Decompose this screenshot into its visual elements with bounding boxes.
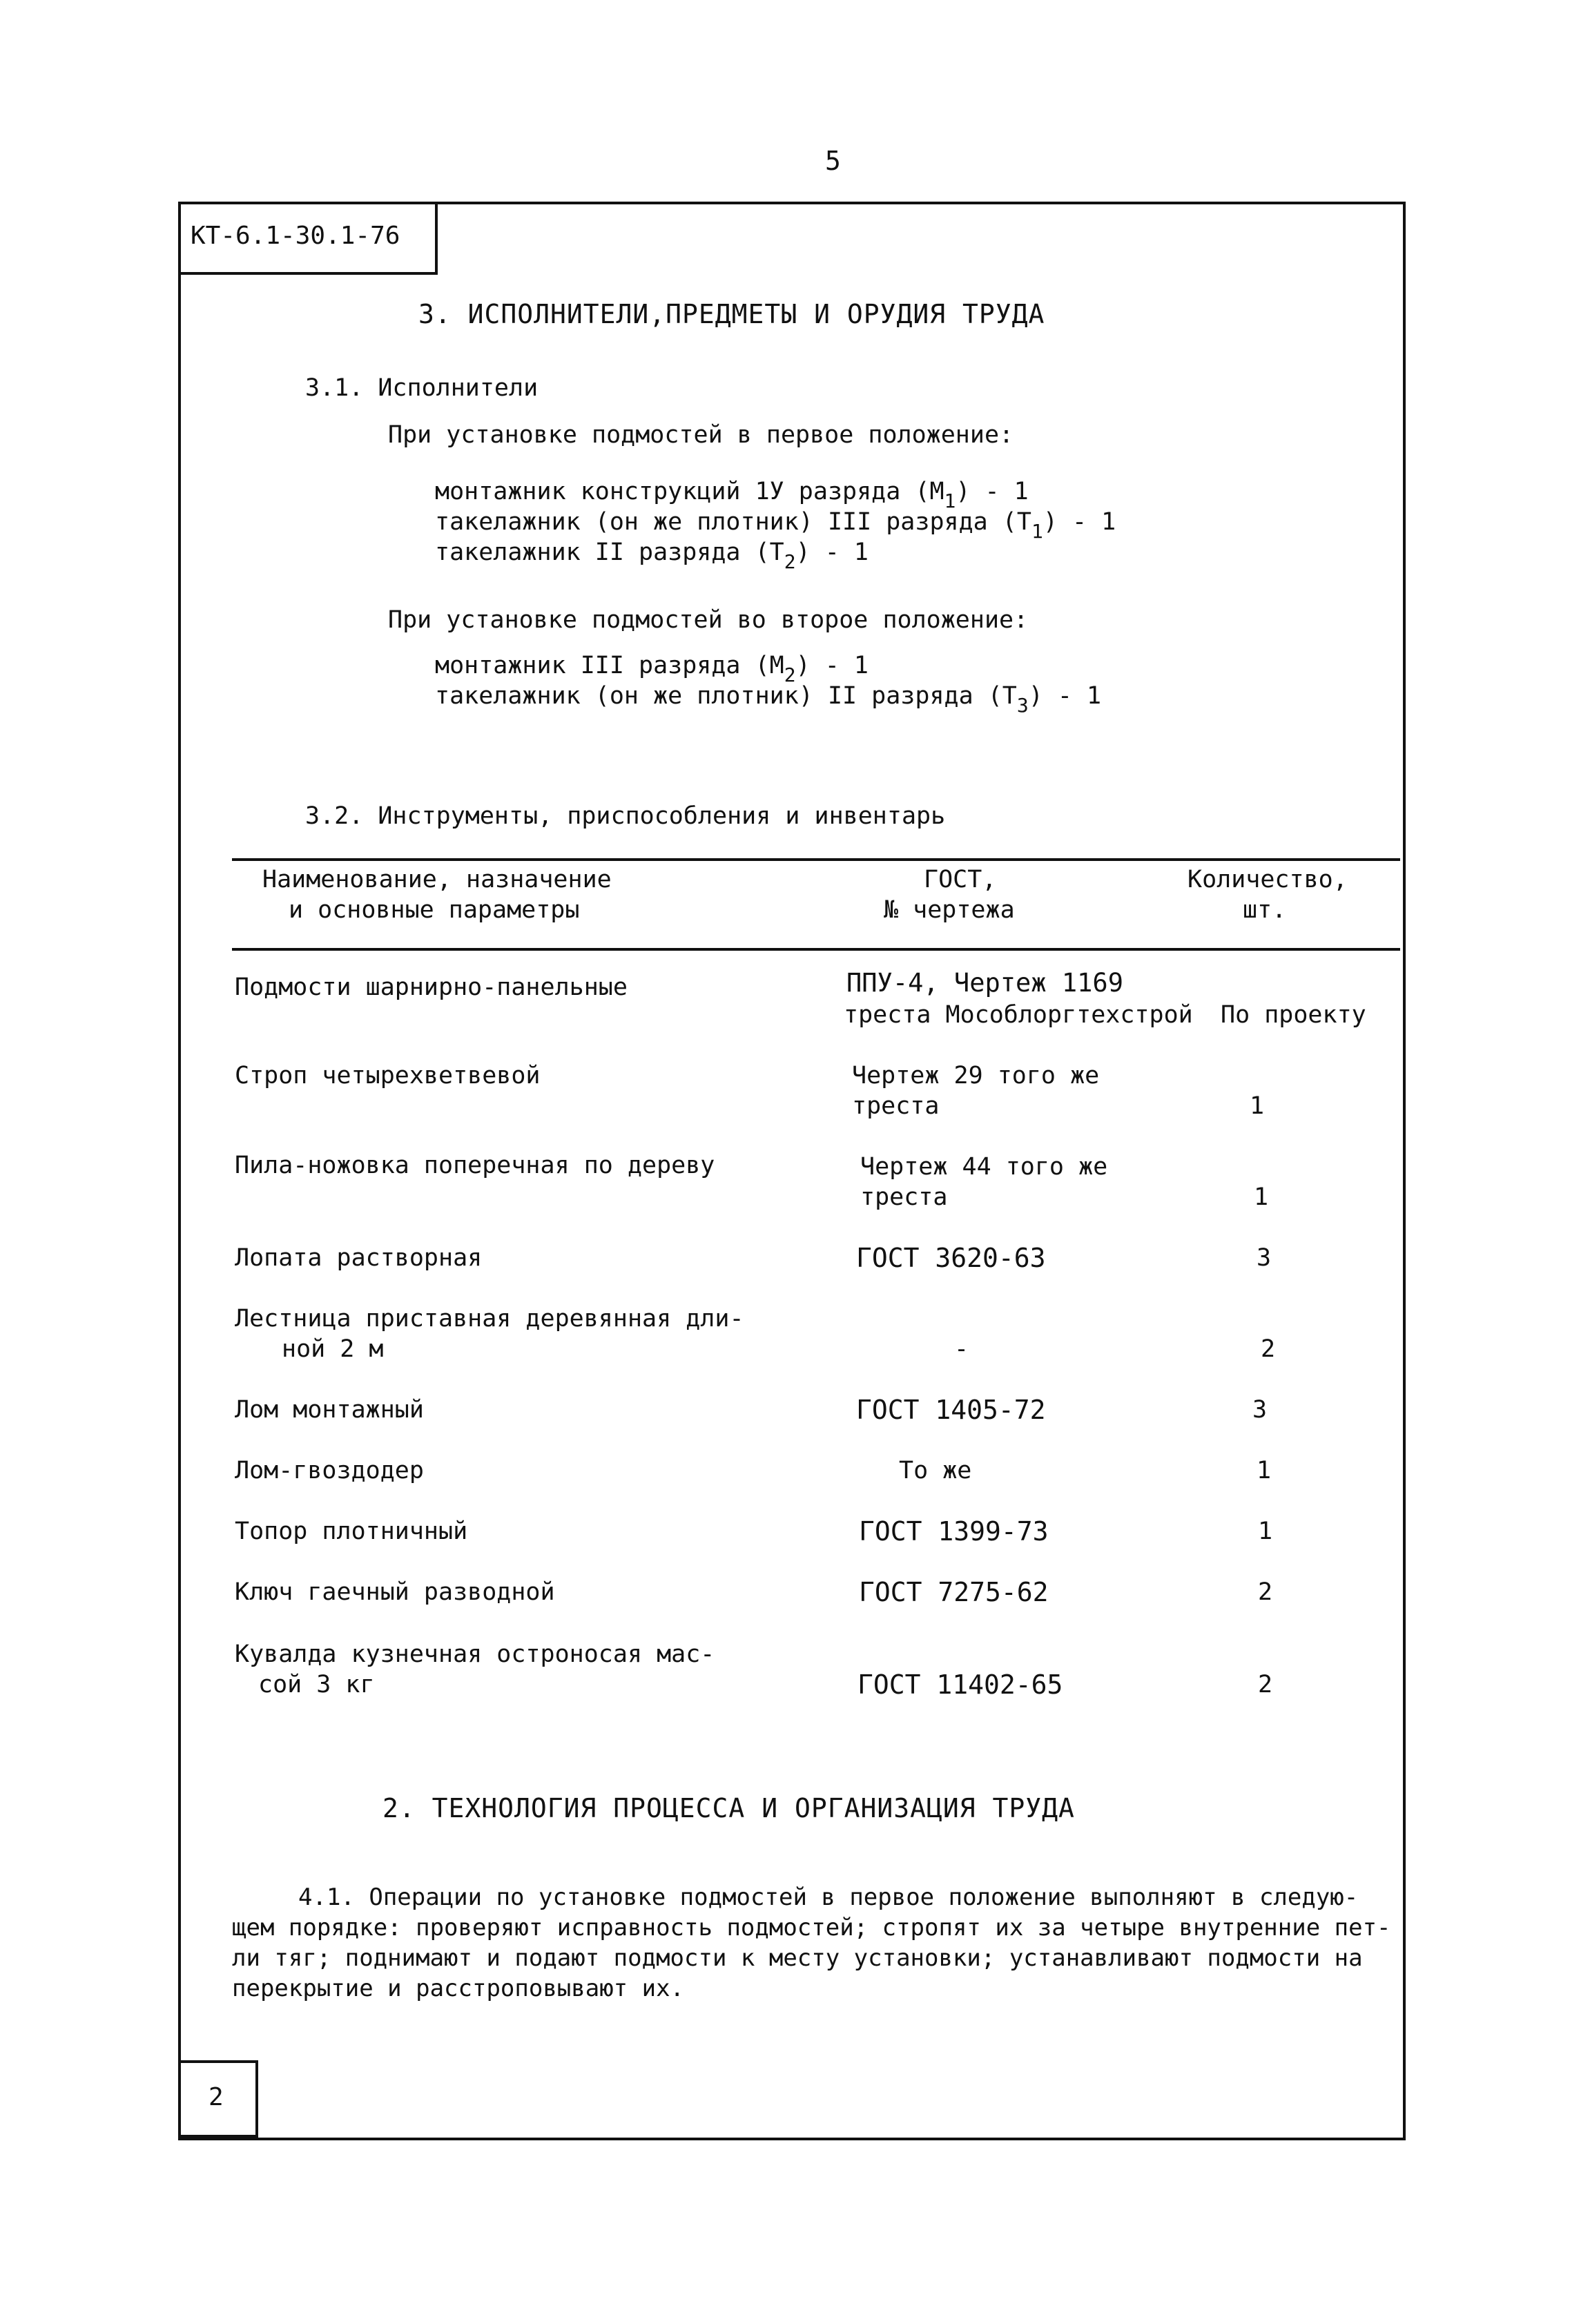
table-cell-name: Кувалда кузнечная остроносая мас- xyxy=(235,1640,715,1668)
table-cell-qty: 1 xyxy=(1254,1183,1269,1211)
header-gost-line: ГОСТ, xyxy=(924,866,997,893)
subsection-3-2-title: 3.2. Инструменты, приспособления и инвентарь xyxy=(305,802,946,830)
table-cell-gost: Чертеж 44 того же xyxy=(860,1153,1108,1181)
header-qty-line: шт. xyxy=(1243,896,1287,924)
header-name-line: и основные параметры xyxy=(289,896,580,924)
table-header-rule xyxy=(232,948,1400,951)
section4-title: 2. ТЕХНОЛОГИЯ ПРОЦЕССА И ОРГАНИЗАЦИЯ ТРУДА xyxy=(382,1793,1075,1823)
table-cell-name: Лом монтажный xyxy=(235,1396,424,1424)
table-cell-qty: 2 xyxy=(1261,1335,1276,1363)
table-cell-name: Ключ гаечный разводной xyxy=(235,1578,555,1606)
table-cell-gost: ГОСТ 7275-62 xyxy=(859,1577,1049,1607)
table-cell-qty: 3 xyxy=(1252,1396,1268,1424)
doc-code: КТ-6.1-30.1-76 xyxy=(191,222,400,250)
table-cell-name: Топор плотничный xyxy=(235,1518,468,1545)
table-cell-gost: ГОСТ 11402-65 xyxy=(857,1669,1063,1700)
table-cell-gost: ППУ-4, Чертеж 1169 xyxy=(846,968,1123,998)
position1-line: такелажник II разряда $(Т_2) - 1$ xyxy=(435,539,869,573)
table-cell-name: ной 2 м xyxy=(282,1335,384,1363)
position1-intro: При установке подмостей в первое положение: xyxy=(388,421,1014,449)
doc-code-box xyxy=(178,202,438,275)
table-cell-qty: 3 xyxy=(1257,1244,1272,1272)
table-cell-gost: - xyxy=(954,1335,969,1363)
position2-line: такелажник (он же плотник) II разряда $(Т_3) - 1$ xyxy=(435,682,1102,717)
header-name-line: Наименование, назначение xyxy=(262,866,612,893)
table-cell-name: Подмости шарнирно-панельные xyxy=(235,974,628,1001)
table-cell-name: Лестница приставная деревянная дли- xyxy=(235,1305,744,1333)
table-cell-gost: треста xyxy=(860,1183,948,1211)
table-cell-qty: 2 xyxy=(1258,1671,1273,1698)
table-cell-qty: 1 xyxy=(1257,1457,1272,1484)
page-number: 5 xyxy=(825,146,842,176)
table-cell-qty: По проекту xyxy=(1221,1001,1366,1029)
table-cell-qty: 1 xyxy=(1250,1092,1265,1120)
table-cell-name: Строп четырехветвевой xyxy=(235,1062,541,1090)
table-top-rule xyxy=(232,858,1400,861)
table-cell-gost: треста xyxy=(852,1092,940,1120)
position1-line: такелажник (он же плотник) III разряда $(Т_1) - 1$ xyxy=(435,508,1116,543)
table-cell-name: Лопата растворная xyxy=(235,1244,483,1272)
section3-title: 3. ИСПОЛНИТЕЛИ,ПРЕДМЕТЫ И ОРУДИЯ ТРУДА xyxy=(418,299,1045,329)
table-cell-name: сой 3 кг xyxy=(258,1671,375,1698)
sheet-number: 2 xyxy=(209,2083,224,2111)
paragraph-line: 4.1. Операции по установке подмостей в первое положение выполняют в следую- xyxy=(298,1884,1359,1911)
table-cell-name: Пила-ножовка поперечная по дереву xyxy=(235,1152,715,1179)
subsection-3-1-title: 3.1. Исполнители xyxy=(305,374,539,402)
table-cell-gost: То же xyxy=(899,1457,972,1484)
table-cell-gost: ГОСТ 3620-63 xyxy=(856,1243,1046,1273)
position2-intro: При установке подмостей во второе положение: xyxy=(388,606,1029,634)
table-cell-gost: Чертеж 29 того же xyxy=(852,1062,1100,1090)
table-cell-gost: ГОСТ 1405-72 xyxy=(856,1395,1046,1425)
header-qty-line: Количество, xyxy=(1187,866,1348,893)
header-gost-line: № чертежа xyxy=(884,896,1015,924)
table-cell-name: Лом-гвоздодер xyxy=(235,1457,424,1484)
position2-line: монтажник III разряда $(М_2) - 1$ xyxy=(435,652,869,686)
sheet-number-box xyxy=(178,2060,258,2138)
paragraph-line: перекрытие и расстроповывают их. xyxy=(232,1975,685,2002)
paragraph-line: ли тяг; поднимают и подают подмости к месту установки; устанавливают подмости на xyxy=(232,1944,1363,1972)
table-cell-gost: ГОСТ 1399-73 xyxy=(859,1516,1049,1547)
table-cell-gost: треста Мособлоргтехстрой xyxy=(844,1001,1193,1029)
paragraph-line: щем порядке: проверяют исправность подмостей; стропят их за четыре внутренние пет- xyxy=(232,1914,1391,1941)
position1-line: монтажник конструкций 1У разряда $(М_1) - 1$ xyxy=(435,478,1029,512)
table-cell-qty: 1 xyxy=(1258,1518,1273,1545)
table-cell-qty: 2 xyxy=(1258,1578,1273,1606)
